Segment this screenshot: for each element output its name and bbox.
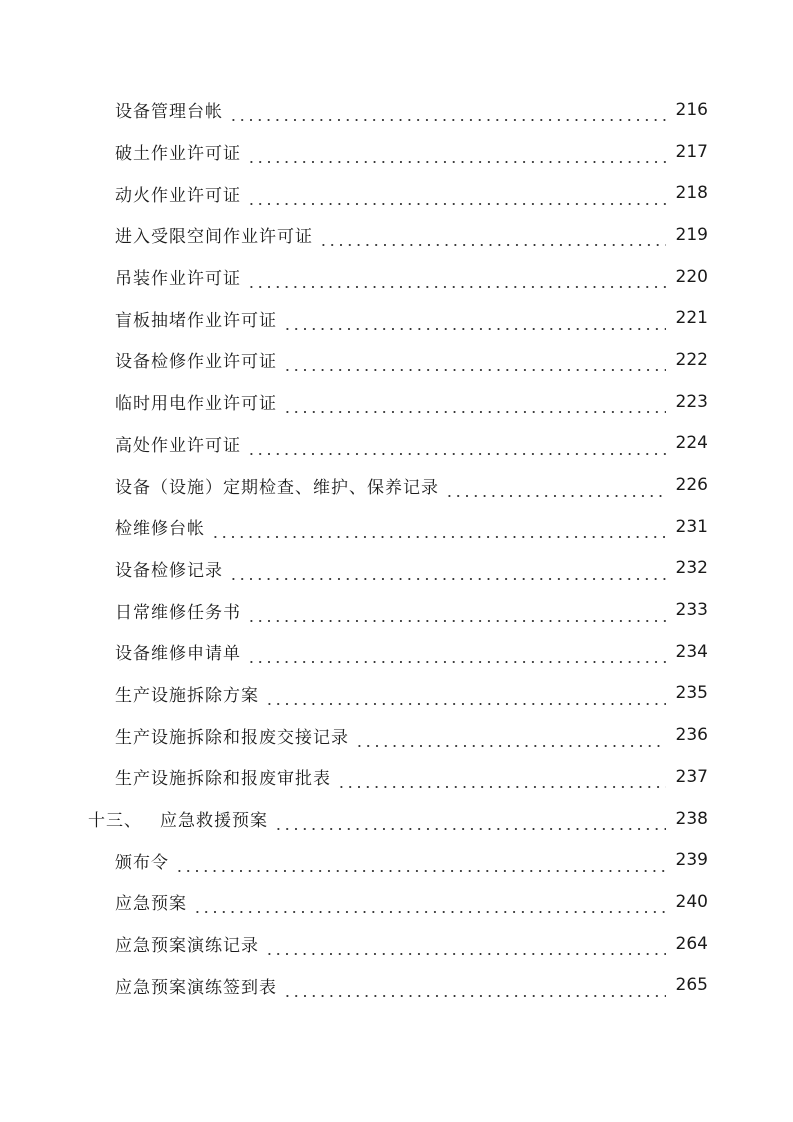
toc-entry[interactable] <box>0 381 793 423</box>
toc-dot-leader <box>274 814 666 831</box>
toc-page-number: 237 <box>675 766 708 787</box>
toc-dot-leader <box>247 272 666 289</box>
toc-entry[interactable] <box>0 256 793 298</box>
toc-dot-leader <box>247 189 666 206</box>
toc-entry-title: 颁布令 <box>115 852 169 873</box>
toc-entry[interactable] <box>0 548 793 590</box>
toc-entry-title: 盲板抽堵作业许可证 <box>115 310 277 331</box>
toc-page-number: 239 <box>675 850 708 871</box>
toc-page-number: 224 <box>675 433 708 454</box>
toc-entry-title: 高处作业许可证 <box>115 435 241 456</box>
toc-dot-leader <box>247 647 666 664</box>
toc-entry-title: 设备（设施）定期检查、维护、保养记录 <box>115 477 439 498</box>
toc-entry-title: 破土作业许可证 <box>115 144 241 165</box>
toc-dot-leader <box>283 314 666 331</box>
toc-dot-leader <box>247 606 666 623</box>
toc-entry-title: 动火作业许可证 <box>115 185 241 206</box>
toc-entry[interactable] <box>0 131 793 173</box>
toc-entry-title: 应急预案 <box>115 894 187 915</box>
toc-entry-title: 进入受限空间作业许可证 <box>115 227 313 248</box>
toc-entry-title: 检维修台帐 <box>115 519 205 540</box>
toc-dot-leader <box>337 772 666 789</box>
toc-dot-leader <box>265 939 666 956</box>
toc-dot-leader <box>283 355 666 372</box>
toc-entry[interactable] <box>0 881 793 923</box>
toc-chapter-entry[interactable] <box>0 798 793 840</box>
table-of-contents <box>0 89 793 1006</box>
toc-page-number: 240 <box>675 891 708 912</box>
toc-entry[interactable] <box>0 89 793 131</box>
toc-page-number: 226 <box>675 475 708 496</box>
toc-entry[interactable] <box>0 506 793 548</box>
toc-entry-title: 应急预案演练记录 <box>115 936 259 957</box>
toc-dot-leader <box>445 481 666 498</box>
toc-entry[interactable] <box>0 673 793 715</box>
toc-page-number: 235 <box>675 683 708 704</box>
toc-page-number: 217 <box>675 141 708 162</box>
toc-dot-leader <box>193 897 666 914</box>
toc-entry-title: 设备维修申请单 <box>115 644 241 665</box>
toc-entry[interactable] <box>0 339 793 381</box>
toc-entry-title: 设备管理台帐 <box>115 102 223 123</box>
toc-dot-leader <box>247 439 666 456</box>
toc-page-number: 223 <box>675 391 708 412</box>
toc-entry-title: 应急预案演练签到表 <box>115 977 277 998</box>
toc-entry[interactable] <box>0 423 793 465</box>
toc-chapter-number: 十三、 <box>88 811 142 832</box>
toc-page-number: 220 <box>675 266 708 287</box>
toc-entry[interactable] <box>0 214 793 256</box>
toc-dot-leader <box>211 522 666 539</box>
toc-page-number: 238 <box>675 808 708 829</box>
toc-page-number: 222 <box>675 349 708 370</box>
toc-page-number: 234 <box>675 641 708 662</box>
toc-entry[interactable] <box>0 839 793 881</box>
toc-dot-leader <box>355 731 666 748</box>
toc-entry-title: 日常维修任务书 <box>115 602 241 623</box>
toc-page-number: 232 <box>675 558 708 579</box>
toc-dot-leader <box>283 981 666 998</box>
toc-page-number: 219 <box>675 224 708 245</box>
toc-dot-leader <box>229 105 666 122</box>
toc-entry[interactable] <box>0 964 793 1006</box>
toc-dot-leader <box>229 564 666 581</box>
toc-page-number: 218 <box>675 183 708 204</box>
toc-entry-title: 生产设施拆除和报废审批表 <box>115 769 331 790</box>
toc-page-number: 231 <box>675 516 708 537</box>
toc-entry-title: 设备检修作业许可证 <box>115 352 277 373</box>
toc-page-number: 221 <box>675 308 708 329</box>
toc-entry[interactable] <box>0 464 793 506</box>
toc-page-number: 233 <box>675 600 708 621</box>
toc-page-number: 236 <box>675 725 708 746</box>
toc-entry-title: 生产设施拆除方案 <box>115 685 259 706</box>
toc-entry-title: 设备检修记录 <box>115 560 223 581</box>
toc-entry-title: 生产设施拆除和报废交接记录 <box>115 727 349 748</box>
toc-entry[interactable] <box>0 172 793 214</box>
toc-entry-title: 应急救援预案 <box>160 811 268 832</box>
toc-entry[interactable] <box>0 923 793 965</box>
toc-dot-leader <box>247 147 666 164</box>
toc-dot-leader <box>175 856 666 873</box>
toc-entry-title: 吊装作业许可证 <box>115 269 241 290</box>
toc-page-number: 265 <box>675 975 708 996</box>
toc-entry[interactable] <box>0 756 793 798</box>
toc-entry[interactable] <box>0 631 793 673</box>
toc-entry[interactable] <box>0 297 793 339</box>
toc-page-number: 264 <box>675 933 708 954</box>
toc-entry[interactable] <box>0 589 793 631</box>
toc-entry-title: 临时用电作业许可证 <box>115 394 277 415</box>
toc-dot-leader <box>265 689 666 706</box>
toc-entry[interactable] <box>0 714 793 756</box>
toc-dot-leader <box>319 230 666 247</box>
toc-page-number: 216 <box>675 99 708 120</box>
toc-dot-leader <box>283 397 666 414</box>
